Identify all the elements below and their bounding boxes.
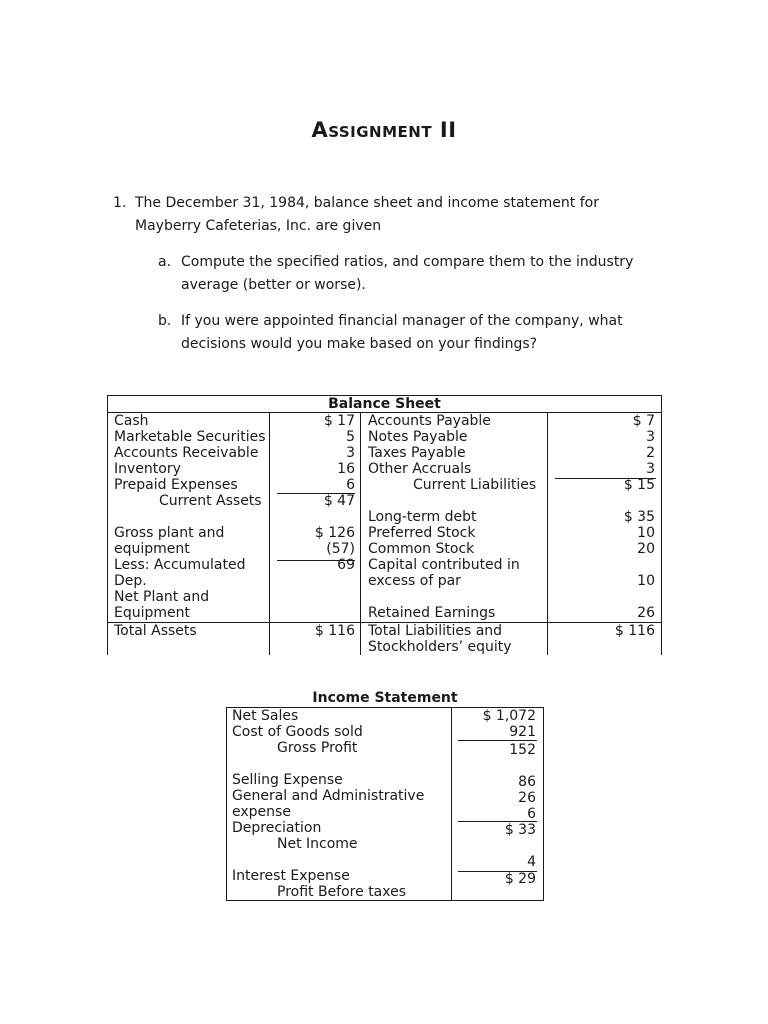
row-ca-label: Current Assets: [159, 493, 262, 509]
row-ca-value: $ 47: [323, 493, 355, 509]
row-cc-label-1: Capital contributed in: [368, 557, 520, 573]
row-cc-value: 10: [637, 573, 655, 589]
row-la-label-2: Dep.: [114, 573, 147, 589]
is-ga-label-1: General and Administrative: [232, 788, 425, 804]
title-numeral: II: [439, 118, 457, 142]
item-b-label: b.: [158, 313, 172, 329]
is-ga-value-1: 26: [518, 790, 536, 806]
item-a-line2: average (better or worse).: [181, 277, 366, 293]
row-ap-label: Accounts Payable: [368, 413, 491, 429]
is-dep-label: Depreciation: [232, 820, 322, 836]
row-tl-value: $ 116: [614, 623, 655, 639]
row-ms-value: 5: [346, 429, 355, 445]
question-text-line1: The December 31, 1984, balance sheet and income statement for: [135, 195, 599, 211]
is-ie-value-0: 4: [527, 854, 536, 870]
row-ltd-label: Long-term debt: [368, 509, 477, 525]
row-oa-label: Other Accruals: [368, 461, 472, 477]
title-rest: SSIGNMENT: [328, 123, 433, 141]
item-b-line2: decisions would you make based on your findings?: [181, 336, 538, 352]
is-dep-value: $ 33: [504, 822, 536, 838]
is-ie-label: Interest Expense: [232, 868, 350, 884]
row-re-value: 26: [637, 605, 655, 621]
row-ms-label: Marketable Securities: [114, 429, 266, 445]
row-ar-value: 3: [346, 445, 355, 461]
is-gp-label: Gross Profit: [277, 740, 358, 756]
row-ltd-value: $ 35: [623, 509, 655, 525]
row-cash-value: $ 17: [323, 413, 355, 429]
is-pbt-label: Profit Before taxes: [277, 884, 407, 900]
is-ie-value: $ 29: [504, 871, 536, 887]
is-cogs-value: 921: [509, 724, 536, 740]
is-ns-label: Net Sales: [232, 708, 299, 724]
is-ni-label: Net Income: [277, 836, 358, 852]
row-cs-value: 20: [637, 541, 655, 557]
row-ap-value: $ 7: [632, 413, 655, 429]
row-cs-label: Common Stock: [368, 541, 475, 557]
row-inv-label: Inventory: [114, 461, 181, 477]
row-ta-value: $ 116: [314, 623, 355, 639]
item-a-label: a.: [158, 254, 172, 270]
row-inv-value: 16: [337, 461, 355, 477]
row-gp-label-2: equipment: [114, 541, 190, 557]
is-cogs-label: Cost of Goods sold: [232, 724, 363, 740]
item-a-line1: Compute the specified ratios, and compare them to the industry: [181, 254, 634, 270]
row-pe-value: 6: [346, 477, 355, 493]
row-tp-value: 2: [646, 445, 655, 461]
row-gp-label-1: Gross plant and: [114, 525, 225, 541]
is-se-label: Selling Expense: [232, 772, 343, 788]
row-ta-label: Total Assets: [114, 623, 197, 639]
row-tp-label: Taxes Payable: [368, 445, 466, 461]
question-number: 1.: [113, 195, 127, 211]
row-np-label-2: Equipment: [114, 605, 190, 621]
balance-sheet-caption: Balance Sheet: [328, 396, 441, 412]
is-gp-value: 152: [509, 742, 536, 758]
question-text-line2: Mayberry Cafeterias, Inc. are given: [135, 218, 382, 234]
row-gp-value: $ 126: [314, 525, 355, 541]
income-statement-caption: Income Statement: [312, 690, 458, 706]
row-np-label-1: Net Plant and: [114, 589, 210, 605]
row-la-label-1: Less: Accumulated: [114, 557, 246, 573]
row-cash-label: Cash: [114, 413, 149, 429]
row-ps-value: 10: [637, 525, 655, 541]
row-np-value: 69: [337, 557, 355, 573]
is-ga-value-2: 6: [527, 806, 536, 822]
row-ar-label: Accounts Receivable: [114, 445, 259, 461]
row-oa-value: 3: [646, 461, 655, 477]
row-np2-label: Notes Payable: [368, 429, 468, 445]
row-tl-label-1: Total Liabilities and: [368, 623, 503, 639]
row-ps-label: Preferred Stock: [368, 525, 476, 541]
row-cl-label: Current Liabilities: [413, 477, 537, 493]
row-tl-label-2: Stockholders’ equity: [368, 639, 512, 655]
title-initial: A: [311, 118, 329, 142]
row-la-value: (57): [326, 541, 355, 557]
row-cl-value: $ 15: [623, 477, 655, 493]
is-se-value: 86: [518, 774, 536, 790]
row-np2-value: 3: [646, 429, 655, 445]
item-b-line1: If you were appointed financial manager of the company, what: [181, 313, 623, 329]
is-ns-value: $ 1,072: [482, 708, 536, 724]
row-pe-label: Prepaid Expenses: [114, 477, 238, 493]
row-cc-label-2: excess of par: [368, 573, 461, 589]
is-ga-label-2: expense: [232, 804, 291, 820]
row-re-label: Retained Earnings: [368, 605, 496, 621]
